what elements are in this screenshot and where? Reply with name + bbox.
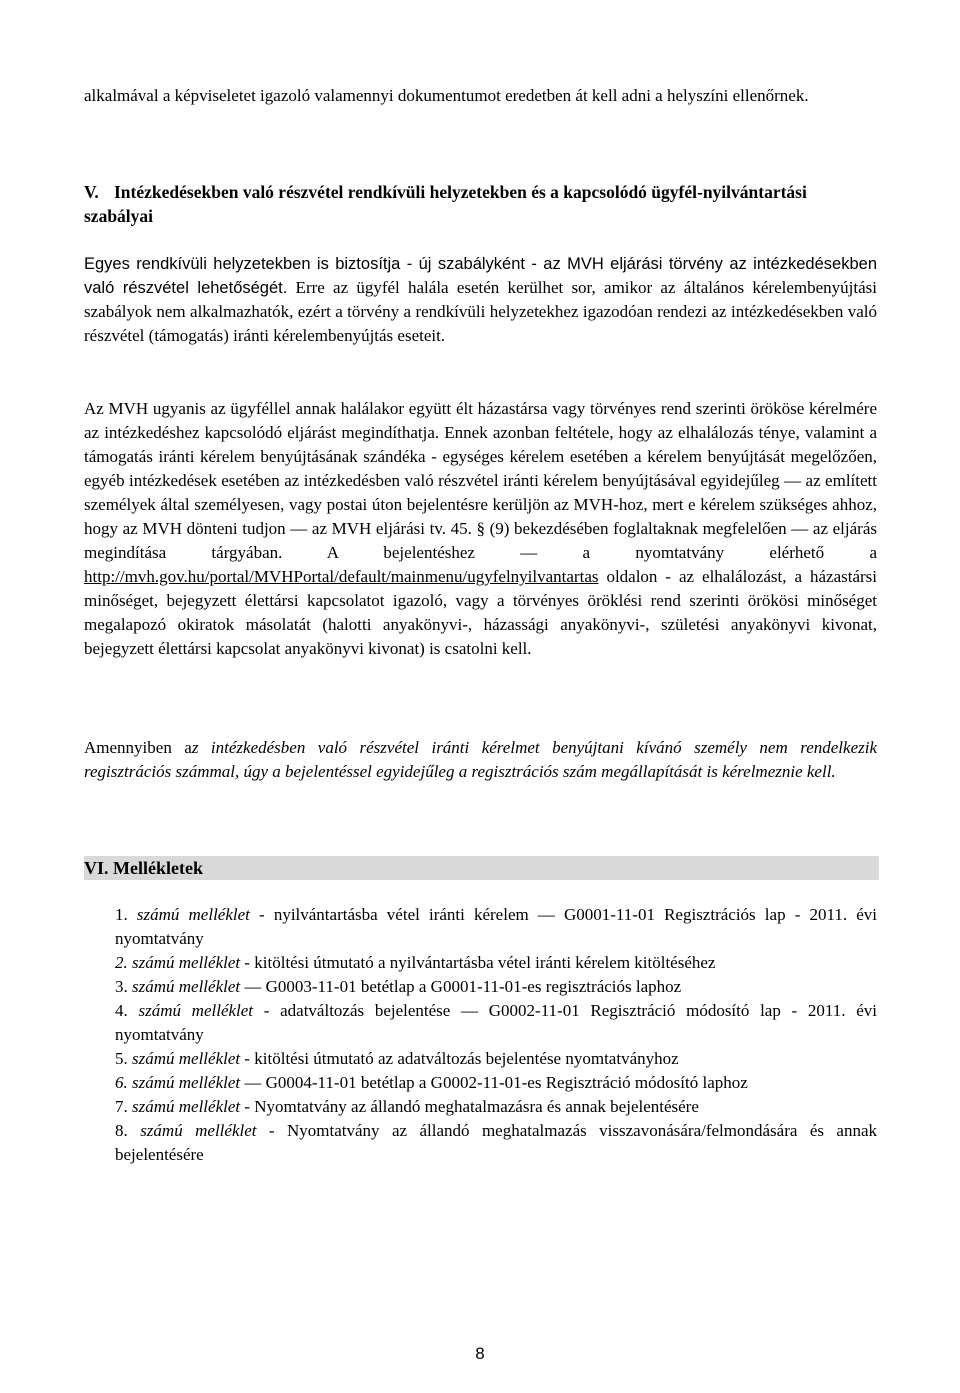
paragraph-2-after-link: oldalon - az elhalálozást, a házastársi minőséget, bejegyzett élettársi kapcsolatot igazoló, vagy a törvényes öröklési rend szerinti örökösi minőséget megalapozó okiratok másolatát (halotti anyakönyvi-, házassági anyakönyvi-, születési anyakönyvi kivonat, bejegyzett élettársi kapcsolat anyakönyvi kivonat) is csatolni kell.	[84, 567, 877, 658]
annex-number: 1.	[115, 905, 128, 924]
annex-text: — G0003-11-01 betétlap a G0001-11-01-es regisztrációs laphoz	[240, 977, 682, 996]
annex-item	[115, 975, 877, 999]
annex-text: - adatváltozás bejelentése — G0002-11-01 Regisztráció módosító lap - 2011. évi nyomtatvány	[115, 1001, 878, 1044]
page-number: 8	[475, 1344, 485, 1363]
annex-list	[115, 903, 877, 1167]
paragraph-3-italic: z intézkedésben való részvétel iránti kérelmet benyújtani kívánó személy nem rendelkezik regisztrációs számmal, úgy a bejelentéssel egyidejűleg a regisztrációs szám megállapítását is kérelmeznie kell.	[84, 738, 877, 781]
annex-label: számú melléklet	[132, 1097, 241, 1116]
annex-item	[115, 903, 877, 951]
annex-number: 5.	[115, 1049, 128, 1068]
annex-item	[115, 1119, 877, 1167]
section-v-title: Intézkedésekben való részvétel rendkívüli helyzetekben és a kapcsolódó ügyfél-nyilvántartási szabályai	[84, 182, 807, 226]
annex-label: számú melléklet	[132, 977, 241, 996]
annex-label: számú melléklet	[136, 905, 250, 924]
annex-item	[115, 951, 877, 975]
paragraph-1-sans: Egyes rendkívüli helyzetekben is biztosítja - új szabályként - az MVH eljárási törvény az intézkedésekben való részvétel lehetőségét.	[84, 255, 877, 297]
annex-text: — G0004-11-01 betétlap a G0002-11-01-es Regisztráció módosító laphoz	[240, 1073, 748, 1092]
paragraph-3	[84, 736, 877, 784]
section-vi-title: VI. Mellékletek	[84, 858, 203, 878]
paragraph-1	[84, 252, 877, 348]
portal-link[interactable]: http://mvh.gov.hu/portal/MVHPortal/default/mainmenu/ugyfelnyilvantartas	[84, 567, 599, 586]
section-vi-heading	[84, 856, 879, 880]
annex-label: számú melléklet	[140, 1121, 257, 1140]
paragraph-1-serif: Erre az ügyfél halála esetén kerülhet sor, amikor az általános kérelembenyújtási szabályok nem alkalmazhatók, ezért a törvény a rendkívüli helyzetekhez igazodóan rendezi az intézkedésekben való részvétel (támogatás) iránti kérelembenyújtás eseteit.	[84, 278, 877, 345]
annex-number: 6.	[115, 1073, 128, 1092]
annex-number: 8.	[115, 1121, 128, 1140]
paragraph-2-before-link: Az MVH ugyanis az ügyféllel annak halálakor együtt élt házastársa vagy törvényes rend szerinti örököse kérelmére az intézkedéshez kapcsolódó eljárást megindíthatja. Ennek azonban feltétele, hogy az elhalálozás ténye, valamint a támogatás iránti kérelem benyújtásának szándéka - egységes kérelem esetében a kérelem benyújtását megelőzően, egyéb intézkedések esetében az intézkedésben való részvétel iránti kérelem benyújtásával egyidejűleg — az említett személyek által személyesen, vagy postai úton bejelentésre kerüljön az MVH-hoz, mert e kérelem szükséges ahhoz, hogy az MVH dönteni tudjon — az MVH eljárási tv. 45. § (9) bekezdésében foglaltaknak megfelelően — az eljárás megindítása tárgyában. A bejelentéshez — a nyomtatvány elérhető a	[84, 399, 877, 562]
annex-number: 4.	[115, 1001, 128, 1020]
annex-label: számú melléklet	[132, 1049, 241, 1068]
section-v-number: V.	[84, 182, 99, 202]
annex-number: 2.	[115, 953, 128, 972]
annex-number: 7.	[115, 1097, 128, 1116]
intro-paragraph: alkalmával a képviseletet igazoló valamennyi dokumentumot eredetben át kell adni a helyszíni ellenőrnek.	[84, 86, 809, 105]
annex-text: - Nyomtatvány az állandó meghatalmazás visszavonására/felmondására és annak bejelentésére	[115, 1121, 878, 1164]
annex-item	[115, 1095, 877, 1119]
annex-label: számú melléklet	[138, 1001, 254, 1020]
section-v-heading	[84, 180, 877, 228]
annex-label: számú melléklet	[132, 953, 241, 972]
annex-text: - nyilvántartásba vétel iránti kérelem — G0001-11-01 Regisztrációs lap - 2011. évi nyomtatvány	[115, 905, 878, 948]
annex-text: - Nyomtatvány az állandó meghatalmazásra és annak bejelentésére	[240, 1097, 699, 1116]
annex-number: 3.	[115, 977, 128, 996]
annex-item	[115, 1071, 877, 1095]
annex-text: - kitöltési útmutató a nyilvántartásba vétel iránti kérelem kitöltéséhez	[240, 953, 716, 972]
annex-item	[115, 1047, 877, 1071]
annex-text: - kitöltési útmutató az adatváltozás bejelentése nyomtatványhoz	[240, 1049, 679, 1068]
paragraph-2	[84, 397, 877, 661]
annex-item	[115, 999, 877, 1047]
annex-label: számú melléklet	[132, 1073, 241, 1092]
paragraph-3-lead: Amennyiben a	[84, 738, 192, 757]
